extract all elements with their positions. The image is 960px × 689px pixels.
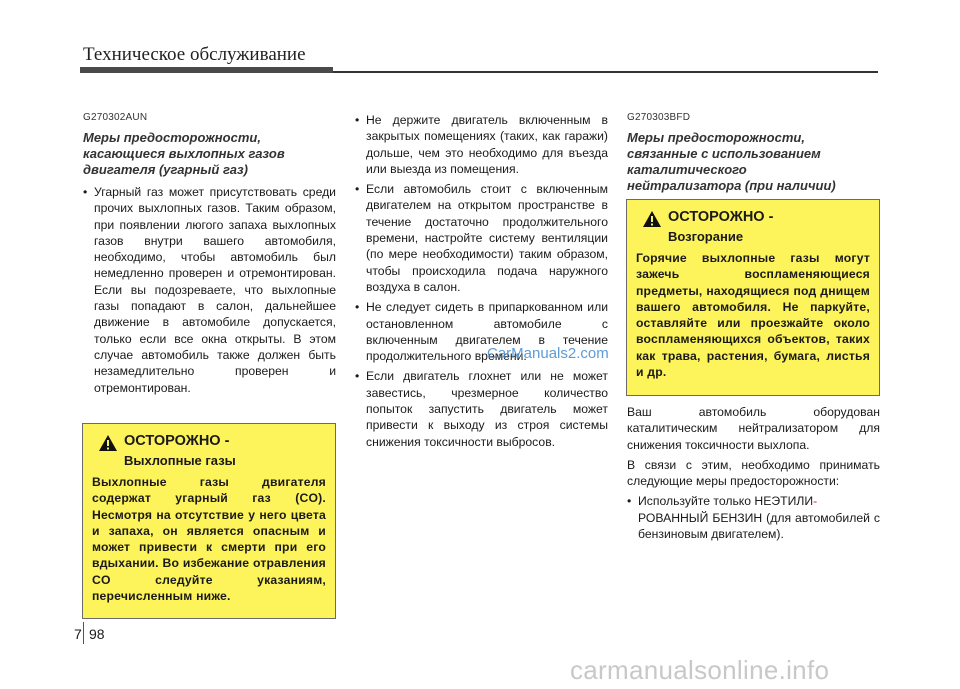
warning-title: ОСТОРОЖНО - <box>124 433 230 449</box>
bullet-item: • Не следует сидеть в припаркованном или остановленном автомобиле с включенным двигателем в течение продолжительного времени. <box>355 299 608 364</box>
warning-triangle-icon <box>642 210 662 228</box>
section-title-line: Меры предосторожности, <box>83 130 261 145</box>
section-code: G270302AUN <box>83 112 148 123</box>
warning-title: ОСТОРОЖНО - <box>668 209 774 225</box>
bullet-text-cont: РОВАННЫЙ БЕНЗИН (для автомобилей с бензиновым двигателем). <box>638 510 880 542</box>
section-title-catalytic <box>627 130 880 194</box>
column-left <box>83 112 336 400</box>
warning-triangle-icon <box>98 434 118 452</box>
warning-subtitle: Возгорание <box>668 229 744 244</box>
bullet-text: Используйте только НЕЭТИЛИ <box>638 494 814 509</box>
section-title-exhaust <box>83 130 336 178</box>
column-right-lower <box>627 404 880 546</box>
bullet-item: • Если автомобиль стоит с включенным двигателем на открытом пространстве в течение достаточно продолжительного времени, настройте систему вентиляции (по мере необходимости) таким образом, чтобы происходила подача наружного воздуха в салон. <box>355 181 608 295</box>
paragraph: В связи с этим, необходимо принимать следующие меры предосторожности: <box>627 457 880 489</box>
page-header-title: Техническое обслуживание <box>83 44 306 65</box>
section-title-line: нейтрализатора (при наличии) <box>627 178 836 193</box>
section-title-line: Меры предосторожности, <box>627 130 805 145</box>
page-number-separator <box>83 622 84 644</box>
bullet-item: • Не держите двигатель включенным в закрытых помещениях (таких, как гаражи) дольше, чем это необходимо для въезда или выезда из помещения. <box>355 112 608 177</box>
bullet-item: • Если двигатель глохнет или не может завестись, чрезмерное количество попыток запустить двигатель может привести к выходу из строя системы снижения токсичности выбросов. <box>355 368 608 449</box>
section-code: G270303BFD <box>627 112 691 123</box>
bullet-item <box>627 493 880 542</box>
chapter-number: 7 <box>74 626 82 642</box>
warning-body: Горячие выхлопные газы могут зажечь воспламеняющиеся предметы, находящиеся под днищем вашего автомобиля. Не паркуйте, оставляйте или проезжайте около воспламеняющихся объектов, таких как трава, растения, бумага, листья и др. <box>636 251 870 380</box>
paragraph: Ваш автомобиль оборудован каталитическим нейтрализатором для снижения токсичности выхлопа. <box>627 405 880 452</box>
warning-header <box>92 433 326 452</box>
header-rule-thin <box>333 71 878 73</box>
warning-box-exhaust <box>82 423 336 619</box>
page-number: 98 <box>89 626 105 642</box>
hyphen-mark: - <box>813 494 818 509</box>
section-title-line: касающиеся выхлопных газов <box>83 146 285 161</box>
section-title-line: двигателя (угарный газ) <box>83 162 248 177</box>
warning-box-fire <box>626 199 880 396</box>
bullet-item: • Угарный газ может присутствовать среди прочих выхлопных газов. Таким образом, при появлении люгого запаха выхлопных газов внутри вашего автомобиля, необходимо, чтобы автомобиль был немедленно проверен и отремонтирован. Если вы подозреваете, что выхлопные газы попадают в салон, дальнейшее движение в автомобиле допускается, только если все окна открыты. В этом случае автомобиль также должен быть незамедлительно проверен и отремонтирован. <box>83 184 336 396</box>
warning-body: Выхлопные газы двигателя содержат угарный газ (CO). Несмотря на отсутствие у него цвета и запаха, он является опасным и может привести к смерти при его вдыхании. Во избежание отравления CO следуйте указаниям, перечисленным ниже. <box>92 475 326 604</box>
section-title-line: связанные с использованием <box>627 146 821 161</box>
header-rule-dark <box>80 67 333 73</box>
section-title-line: каталитического <box>627 162 747 177</box>
watermark-center: CarManuals2.com <box>487 345 609 362</box>
warning-subtitle: Выхлопные газы <box>124 453 236 468</box>
warning-header <box>636 209 870 228</box>
watermark-bottom[interactable]: carmanualsonline.info <box>570 655 830 685</box>
column-middle <box>355 112 608 454</box>
column-right <box>627 112 880 200</box>
